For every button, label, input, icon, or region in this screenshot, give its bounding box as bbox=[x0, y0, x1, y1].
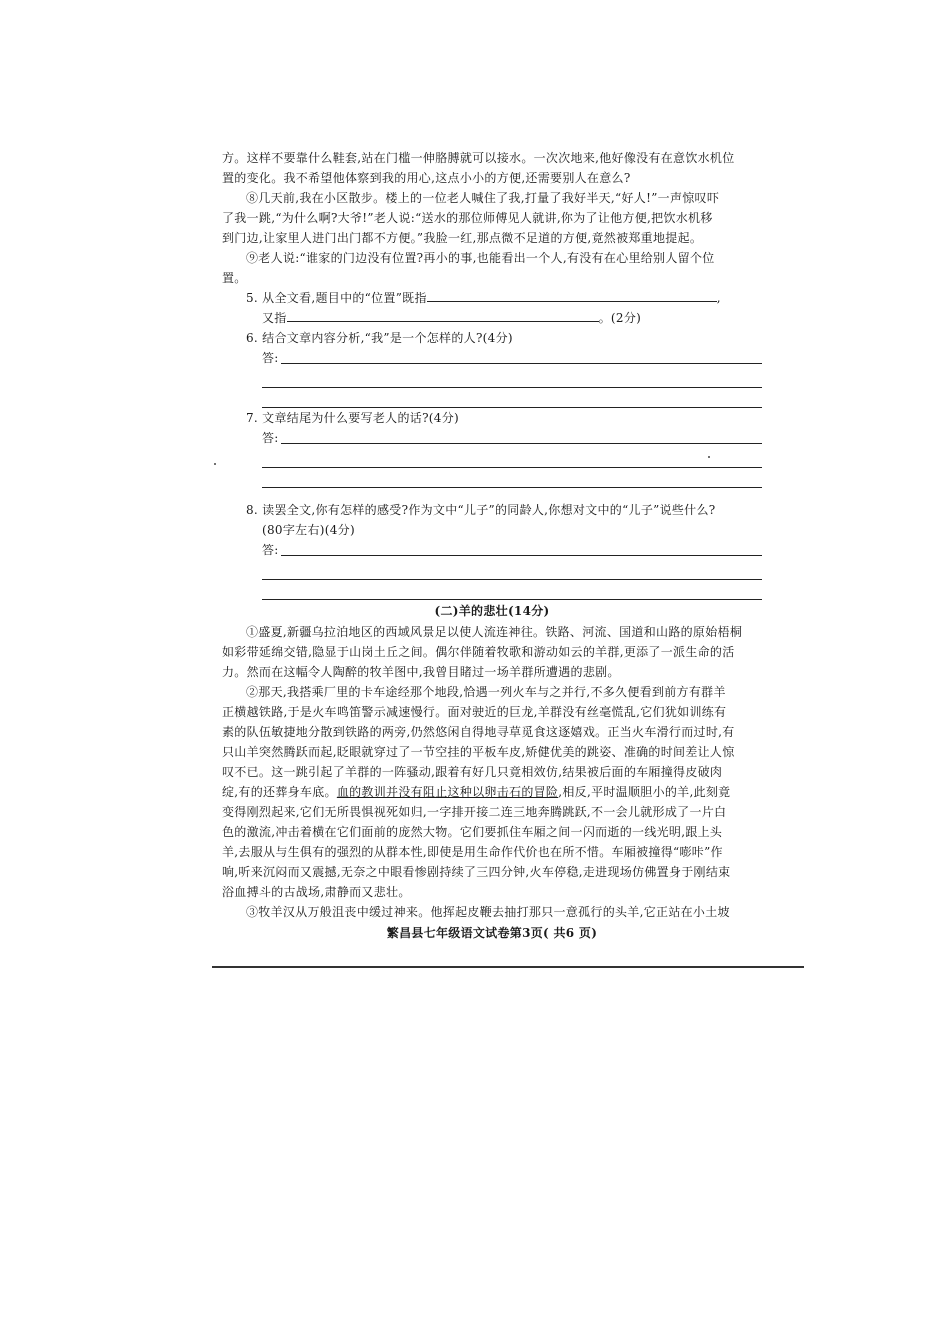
section-two-p2-line: 正横越铁路,于是火车鸣笛警示减速慢行。面对驶近的巨龙,羊群没有丝毫慌乱,它们犹如训练有 bbox=[222, 705, 727, 719]
section-two-p2-line: 只山羊突然腾跃而起,眨眼就穿过了一节空挂的平板车皮,矫健优美的跳姿、准确的时间差让人惊 bbox=[222, 745, 735, 759]
section-two-p2-line: 叹不已。这一跳引起了羊群的一阵骚动,跟着有好几只竟相效仿,结果被后面的车厢撞得皮破肉 bbox=[222, 765, 723, 779]
section-two-p2-line bbox=[222, 782, 762, 802]
question-8-line-2: (80字左右)(4分) bbox=[262, 523, 355, 537]
answer-line[interactable] bbox=[281, 363, 762, 364]
answer-label: 答: bbox=[262, 543, 279, 557]
question-5-blank-1[interactable] bbox=[427, 288, 717, 302]
question-5-prompt-2: 又指 bbox=[262, 311, 287, 325]
question-7: 7. 文章结尾为什么要写老人的话?(4分) bbox=[246, 411, 459, 425]
paragraph-9-line: ⑨老人说:“谁家的门边没有位置?再小的事,也能看出一个人,有没有在心里给别人留个位 bbox=[246, 251, 715, 265]
page-bottom-rule bbox=[212, 966, 804, 968]
section-two-p2-line: 响,听来沉闷而又震撼,无奈之中眼看惨剧持续了三四分钟,火车停稳,走进现场仿佛置身于刚结束 bbox=[222, 865, 731, 879]
answer-label: 答: bbox=[262, 431, 279, 445]
page-footer: 繁昌县七年级语文试卷第3页( 共6 页) bbox=[386, 926, 598, 940]
answer-line[interactable] bbox=[262, 368, 762, 388]
answer-line[interactable] bbox=[262, 580, 762, 600]
answer-label: 答: bbox=[262, 351, 279, 365]
answer-line[interactable] bbox=[262, 388, 762, 408]
answer-line[interactable] bbox=[262, 468, 762, 488]
section-two-p1-line: 力。然而在这幅令人陶醉的牧羊图中,我曾目睹过一场羊群所遭遇的悲剧。 bbox=[222, 665, 620, 679]
paragraph-8-line: ⑧几天前,我在小区散步。楼上的一位老人喊住了我,打量了我好半天,“好人!”一声惊叹吓 bbox=[246, 191, 720, 205]
question-5-line-1 bbox=[222, 288, 762, 308]
question-5-line-2 bbox=[222, 308, 762, 328]
section-two-title: (二)羊的悲壮(14分) bbox=[434, 604, 550, 618]
passage-line: 方。这样不要靠什么鞋套,站在门槛一伸胳膊就可以接水。一次次地来,他好像没有在意饮水机位 bbox=[222, 151, 735, 165]
section-two-p2-line: 浴血搏斗的古战场,肃静而又悲壮。 bbox=[222, 885, 411, 899]
passage-line: 置的变化。我不希望他体察到我的用心,这点小小的方便,还需要别人在意么? bbox=[222, 171, 631, 185]
answer-line[interactable] bbox=[281, 443, 762, 444]
question-6-answer-row[interactable] bbox=[222, 348, 762, 368]
question-8-answer-row[interactable] bbox=[222, 540, 762, 560]
text-segment: 绽,有的还葬身车底。 bbox=[222, 785, 337, 799]
answer-line[interactable] bbox=[281, 555, 762, 556]
question-5-score: 。(2分) bbox=[598, 311, 642, 325]
scan-speck bbox=[214, 463, 216, 465]
question-6: 6. 结合文章内容分析,“我”是一个怎样的人?(4分) bbox=[246, 331, 513, 345]
section-two-p2-line: 羊,去服从与生俱有的强烈的从群本性,即使是用生命作代价也在所不惜。车厢被撞得“嘭咔”作 bbox=[222, 845, 723, 859]
question-5-comma: , bbox=[716, 291, 721, 305]
answer-line[interactable] bbox=[262, 448, 762, 468]
paragraph-8-line: 了我一跳,“为什么啊?大爷!”老人说:“送水的那位师傅见人就讲,你为了让他方便,把饮水机移 bbox=[222, 211, 713, 225]
question-7-answer-row[interactable] bbox=[222, 428, 762, 448]
section-two-p2-line: ②那天,我搭乘厂里的卡车途经那个地段,恰遇一列火车与之并行,不多久便看到前方有群羊 bbox=[246, 685, 726, 699]
section-two-p3-line: ③牧羊汉从万般沮丧中缓过神来。他挥起皮鞭去抽打那只一意孤行的头羊,它正站在小土坡 bbox=[246, 905, 730, 919]
scan-speck bbox=[708, 456, 710, 458]
section-two-p1-line: ①盛夏,新疆乌拉泊地区的西域风景足以使人流连神往。铁路、河流、国道和山路的原始梧桐 bbox=[246, 625, 743, 639]
section-two-p2-line: 素的队伍敏捷地分散到铁路的两旁,仍然悠闲自得地寻草觅食这逐嬉戏。正当火车滑行而过时,有 bbox=[222, 725, 735, 739]
paragraph-9-line: 置。 bbox=[222, 271, 247, 285]
paragraph-8-line: 到门边,让家里人进门出门都不方便。”我脸一红,那点微不足道的方便,竟然被郑重地提起。 bbox=[222, 231, 703, 245]
section-two-p2-line: 色的激流,冲击着横在它们面前的庞然大物。它们要抓住车厢之间一闪而逝的一线光明,跟上头 bbox=[222, 825, 723, 839]
spacer bbox=[222, 488, 762, 500]
exam-sheet bbox=[222, 148, 762, 944]
section-two-p1-line: 如彩带延绵交错,隐显于山岗土丘之间。偶尔伴随着牧歌和游动如云的羊群,更添了一派生命的活 bbox=[222, 645, 735, 659]
answer-line[interactable] bbox=[262, 560, 762, 580]
question-8-line-1: 8. 读罢全文,你有怎样的感受?作为文中“儿子”的同龄人,你想对文中的“儿子”说些什么? bbox=[246, 503, 716, 517]
question-5-prompt: 5. 从全文看,题目中的“位置”既指 bbox=[246, 291, 427, 305]
question-5-blank-2[interactable] bbox=[287, 308, 599, 322]
text-segment: ,相反,平时温顺胆小的羊,此刻竟 bbox=[558, 785, 731, 799]
section-two-p2-line: 变得刚烈起来,它们无所畏惧视死如归,一字排开接二连三地奔腾跳跃,不一会儿就形成了一片白 bbox=[222, 805, 727, 819]
underlined-sentence: 血的教训并没有阻止这种以卵击石的冒险 bbox=[336, 785, 559, 799]
